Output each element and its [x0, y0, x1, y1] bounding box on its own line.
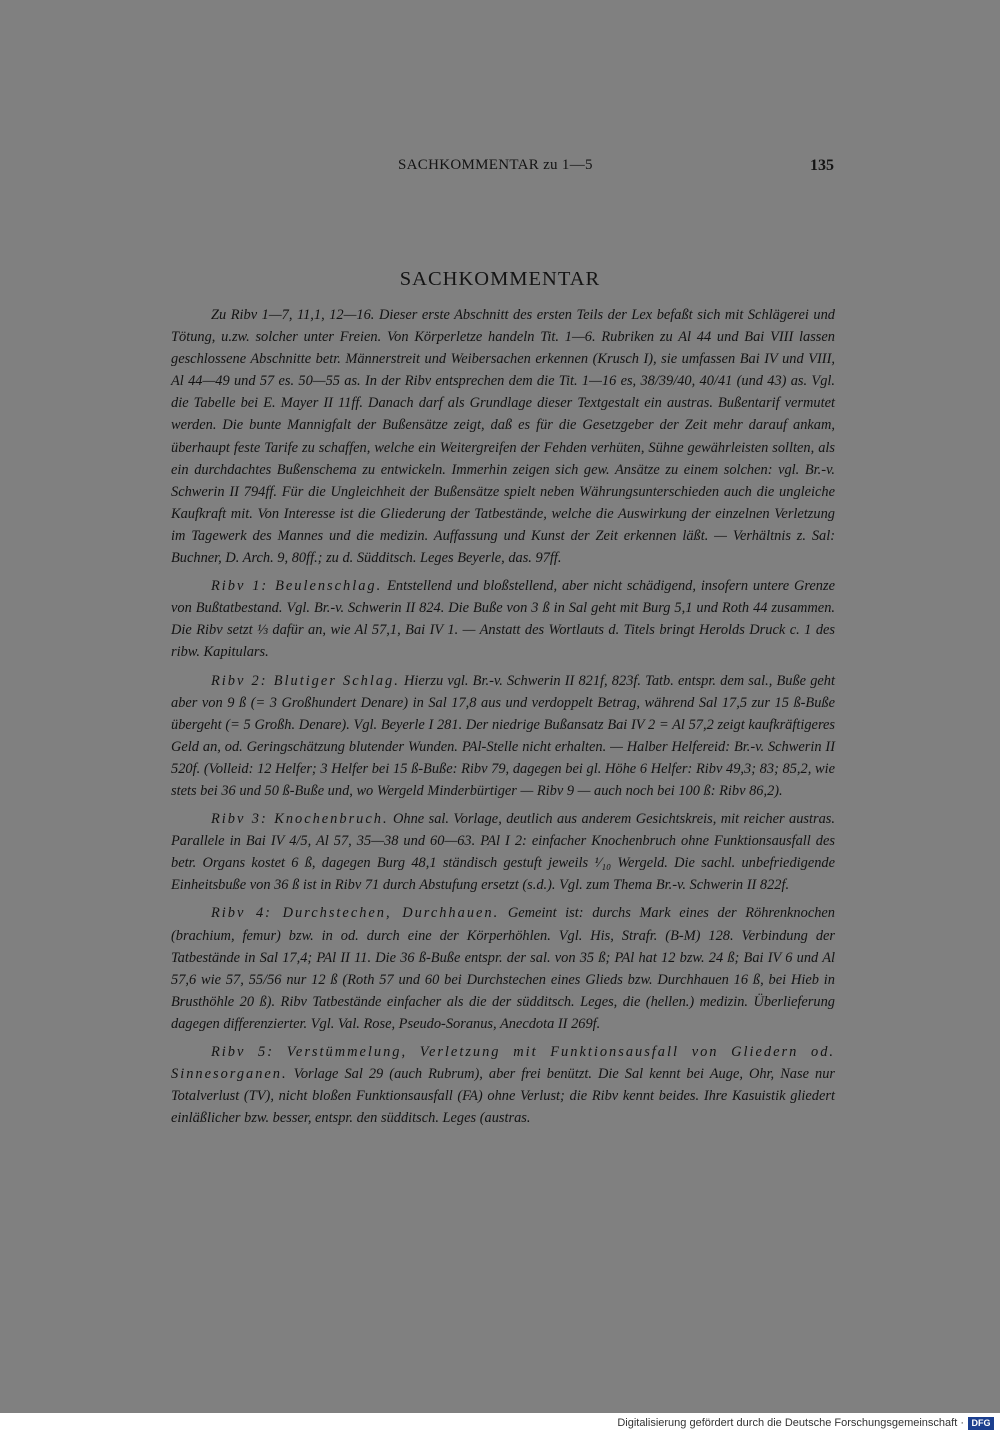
running-head: SACHKOMMENTAR zu 1—5 [398, 157, 593, 173]
paragraph-lead: Ribv 4: Durchstechen, Durchhauen. [211, 905, 500, 922]
paragraph-ribv-2 [171, 670, 835, 803]
paragraph-lead: Ribv 1: Beulenschlag. [211, 578, 383, 595]
paragraph-ribv-1 [171, 575, 835, 663]
dfg-logo-icon: DFG [968, 1417, 994, 1430]
paragraph-ribv-4 [171, 902, 835, 1035]
commentary-body [171, 304, 835, 1135]
footer-credit: Digitalisierung gefördert durch die Deutsche Forschungsgemeinschaft · [617, 1417, 964, 1429]
paragraph-lead: Ribv 5: Verstümmelung, Verletzung mit Funktionsausfall von Gliedern od. Sinnesorganen. [171, 1044, 835, 1083]
section-title: SACHKOMMENTAR [399, 268, 601, 290]
paragraph-text: Gemeint ist: durchs Mark eines der Röhrenknochen (brachium, femur) bzw. in od. durch eine der Körperhöhlen. Vgl. His, Strafr. (B-M) 128. Verbindung der Tatbestände in Sal 17,4; PAl II 11. Die 36 ß-Buße entspr. der sal. von 35 ß; PAl hat 12 bzw. 24 ß; Bai IV 6 und Al 57,6 wie 57, 55/56 nur 12 ß (Roth 57 und 60 bei Durchstechen eines Glieds bzw. Durchhauen 16 ß, bei Hieb in Brusthöhle 20 ß). Ribv Tatbestände einfacher als die der südditsch. Leges, die (hellen.) medizin. Überlieferung dagegen differenzierter. Vgl. Val. Rose, Pseudo-Soranus, Anecdota II 269f. [171, 905, 835, 1032]
paragraph-intro [171, 304, 835, 569]
page-number: 135 [810, 157, 834, 174]
paragraph-text: Zu Ribv 1—7, 11,1, 12—16. Dieser erste Abschnitt des ersten Teils der Lex befaßt sich mit Schlägerei und Tötung, u.zw. solcher unter Freien. Von Körperletze handeln Tit. 1—6. Rubriken zu Al 44 und Bai VIII lassen geschlossene Abschnitte betr. Männerstreit und Weibersachen erkennen (Krusch I), sie umfassen Bai IV und VIII, Al 44—49 und 57 es. 50—55 as. In der Ribv entsprechen dem die Tit. 1—16 es, 38/39/40, 40/41 (und 43) as. Vgl. die Tabelle bei E. Mayer II 11ff. Danach darf als Grundlage dieser Textgestalt ein austras. Bußentarif vermutet werden. Die bunte Mannigfalt der Bußensätze zeigt, daß es für die Gesetzgeber der Zeit mehr darauf ankam, überhaupt feste Tarife zu schaffen, welche ein Weitergreifen der Fehden verhüten, Sühne gewährleisten sollten, als ein durchdachtes Bußenschema zu entwickeln. Immerhin zeigen sich gew. Ansätze zu einem solchen: vgl. Br.-v. Schwerin II 794ff. Für die Ungleichheit der Bußensätze spielt neben Währungsunterschieden auch die ungleiche Kaufkraft mit. Von Interesse ist die Gliederung der Tatbestände, welche die Auswirkung der einzelnen Verletzung im Tagewerk des Mannes und die medizin. Auffassung und Kunst der Zeit erkennen läßt. — Verhältnis z. Sal: Buchner, D. Arch. 9, 80ff.; zu d. Südditsch. Leges Beyerle, das. 97ff. [171, 307, 835, 567]
paragraph-text: Ohne sal. Vorlage, deutlich aus anderem Gesichtskreis, mit reicher austras. Parallele in Bai IV 4/5, Al 57, 35—38 und 60—63. PAl I 2: einfacher Knochenbruch ohne Funktionsausfall des betr. Organs kostet 6 ß, dagegen Burg 48,1 ständisch gestuft jeweils ¹⁄₁₀ Wergeld. Die sachl. unbefriedigende Einheitsbuße von 36 ß ist in Ribv 71 durch Abstufung ersetzt (s.d.). Vgl. zum Thema Br.-v. Schwerin II 822f. [171, 811, 835, 894]
paragraph-lead: Ribv 3: Knochenbruch. [211, 811, 389, 828]
paragraph-ribv-5 [171, 1041, 835, 1129]
paragraph-text: Hierzu vgl. Br.-v. Schwerin II 821f, 823f. Tatb. entspr. dem sal., Buße geht aber von 9 ß (= 3 Großhundert Denare) in Sal 17,8 aus und verdoppelt Betrag, während Sal 17,5 zur 15 ß-Buße übergeht (= 5 Großh. Denare). Vgl. Beyerle I 281. Der niedrige Bußansatz Bai IV 2 = Al 57,2 zeigt kaufkräftigeres Geld an, od. Geringschätzung blutender Wunden. PAl-Stelle nicht erhalten. — Halber Helfereid: Br.-v. Schwerin II 520f. (Volleid: 12 Helfer; 3 Helfer bei 15 ß-Buße: Ribv 79, dagegen bei gl. Höhe 6 Helfer: Ribv 49,3; 83; 85,2, wie stets bei 36 und 50 ß-Buße und, wo Wergeld Minderbürtiger — Ribv 9 — auch noch bei 100 ß: Ribv 86,2). [171, 672, 835, 799]
paragraph-lead: Ribv 2: Blutiger Schlag. [211, 672, 400, 689]
paragraph-text: Vorlage Sal 29 (auch Rubrum), aber frei benützt. Die Sal kennt bei Auge, Ohr, Nase nur Totalverlust (TV), nicht bloßen Funktionsausfall (FA) ohne Verlust; die Ribv kennt beides. Ihre Kasuistik gliedert einläßlicher bzw. besser, entspr. den südditsch. Leges (austras. [171, 1066, 835, 1127]
paragraph-ribv-3 [171, 808, 835, 896]
paragraph-text: Entstellend und bloßstellend, aber nicht schädigend, insofern untere Grenze von Bußtatbestand. Vgl. Br.-v. Schwerin II 824. Die Buße von 3 ß in Sal geht mit Burg 5,1 und Roth 44 zusammen. Die Ribv setzt ⅓ dafür an, wie Al 57,1, Bai IV 1. — Anstatt des Wortlauts d. Titels bringt Herolds Druck c. 1 des ribw. Kapitulars. [171, 578, 835, 661]
